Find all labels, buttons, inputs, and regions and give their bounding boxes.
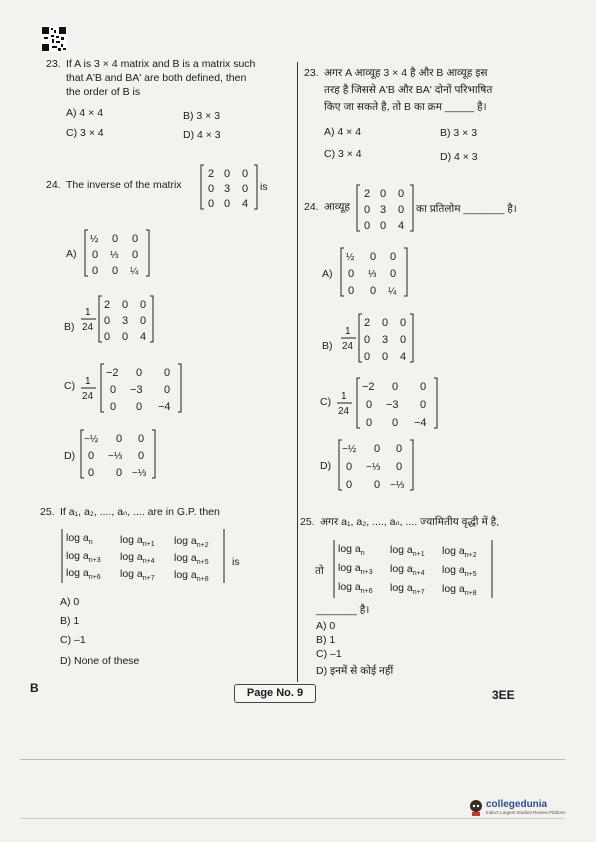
svg-text:0: 0 [348,268,355,280]
svg-text:0: 0 [396,443,403,455]
right-q25-option-b[interactable]: B) 1 [316,634,336,646]
svg-text:24: 24 [82,391,94,402]
svg-text:0: 0 [420,399,427,411]
svg-text:0: 0 [364,334,371,346]
left-q23-line1: If A is 3 × 4 matrix and B is a matrix such [66,58,256,70]
svg-text:⅓: ⅓ [368,269,377,280]
svg-text:3: 3 [122,315,129,327]
svg-text:0: 0 [348,285,355,297]
left-q23-number: 23. [46,58,61,70]
brand-name: collegedunia [486,799,548,810]
svg-text:0: 0 [400,317,407,329]
footer-code-left: B [30,681,39,695]
svg-text:3: 3 [382,334,389,346]
svg-text:24: 24 [338,406,350,417]
svg-text:log an+2: $\log a_{n+2}$ [442,545,477,559]
svg-text:0: 0 [104,315,111,327]
left-q24-option-d-matrix [80,428,156,480]
left-q23-option-c[interactable]: C) 3 × 4 [66,127,104,139]
svg-text:0: 0 [398,188,405,200]
right-q24-option-a-matrix [340,246,408,298]
svg-text:log an+7: $\log a_{n+7}$ [120,568,155,582]
right-q24-suffix: का प्रतिलोम _______ है। [416,203,517,215]
svg-text:2: 2 [104,299,111,311]
svg-text:0: 0 [164,384,171,396]
svg-text:0: 0 [92,249,99,261]
svg-text:⅓: ⅓ [110,250,119,261]
svg-text:0: 0 [164,367,171,379]
left-q25-option-c[interactable]: C) –1 [60,634,86,646]
svg-text:¼: ¼ [130,266,139,277]
svg-text:−4: −4 [414,417,427,429]
left-q24-suffix: is [260,181,268,193]
right-q24-text: आव्यूह [324,201,350,213]
right-q24-option-c[interactable]: C) [320,396,332,408]
svg-text:0: 0 [122,331,129,343]
left-q24-matrix [200,163,258,211]
svg-text:−2: −2 [106,367,119,379]
svg-text:0: 0 [136,401,143,413]
svg-text:4: 4 [400,351,407,363]
right-q25-option-a[interactable]: A) 0 [316,620,336,632]
left-q24-option-a-matrix [84,228,150,278]
svg-text:0: 0 [242,168,249,180]
svg-text:log an+1: $\log a_{n+1}$ [120,534,155,548]
svg-text:log an+5: $\log a_{n+5}$ [174,552,209,566]
svg-text:0: 0 [92,265,99,277]
right-q24-option-d-matrix [338,438,414,492]
left-q25-suffix: is [232,556,240,568]
right-q23-option-b[interactable]: B) 3 × 3 [440,127,478,139]
svg-text:0: 0 [370,285,377,297]
svg-text:0: 0 [112,265,119,277]
left-q25-option-d[interactable]: D) None of these [60,655,140,667]
left-q24-number: 24. [46,179,61,191]
svg-text:log an+8: $\log a_{n+8}$ [442,583,477,597]
svg-text:0: 0 [364,220,371,232]
svg-text:−3: −3 [386,399,399,411]
brand-logo[interactable] [486,799,566,815]
svg-text:0: 0 [374,443,381,455]
svg-text:log an+3: $\log a_{n+3}$ [338,562,373,576]
right-q23-line3: किए जा सकते है, तो B का क्रम _____ है। [324,101,487,113]
svg-text:0: 0 [380,220,387,232]
svg-text:−4: −4 [158,401,171,413]
svg-text:log an+7: $\log a_{n+7}$ [390,582,425,596]
svg-text:0: 0 [122,299,129,311]
svg-text:0: 0 [132,233,139,245]
right-q25-determinant [332,538,496,600]
svg-text:0: 0 [104,331,111,343]
right-q25-option-d[interactable]: D) इनमें से कोई नहीं [316,665,394,677]
right-q23-number: 23. [304,67,319,79]
svg-text:0: 0 [396,461,403,473]
right-q23-line2: तरह है जिससे A'B और BA' दोनों परिभाषित [324,84,493,96]
svg-text:−⅓: −⅓ [390,480,405,491]
left-q23-line3: the order of B is [66,86,141,98]
svg-text:−⅓: −⅓ [108,451,123,462]
right-q24-option-a[interactable]: A) [322,268,333,280]
left-q25-text: If a₁, a₂, ...., aₙ, .... are in G.P. then [60,506,220,518]
left-q24-option-c-matrix [80,362,184,414]
svg-text:0: 0 [374,479,381,491]
right-q25-blank: _______ है। [316,604,370,616]
svg-text:0: 0 [382,317,389,329]
svg-text:0: 0 [140,299,147,311]
right-q23-option-a[interactable]: A) 4 × 4 [324,126,362,138]
svg-text:0: 0 [392,417,399,429]
right-q23-option-d[interactable]: D) 4 × 3 [440,151,478,163]
right-q25-text: अगर a₁, a₂, ...., aₙ, .... ज्यामितीय वृद्धी में है, [320,516,500,528]
svg-text:0: 0 [346,461,353,473]
brand-tagline: India's Largest Student Review Platform [486,810,566,815]
svg-text:−⅓: −⅓ [366,462,381,473]
svg-text:2: 2 [364,188,371,200]
svg-text:0: 0 [382,351,389,363]
qr-code [41,26,67,52]
svg-text:0: 0 [242,183,249,195]
page-number: Page No. 9 [234,684,316,703]
svg-text:0: 0 [138,450,145,462]
left-q25-number: 25. [40,506,55,518]
bottom-rule-2 [20,818,565,819]
right-q25-prefix: तो [315,565,324,577]
svg-text:2: 2 [364,317,371,329]
right-q24-number: 24. [304,201,319,213]
right-q24-option-c-matrix [336,376,440,430]
svg-text:0: 0 [400,334,407,346]
left-q24-option-b[interactable]: B) [64,321,75,333]
svg-text:0: 0 [390,268,397,280]
svg-text:1: 1 [85,376,91,387]
right-q25-number: 25. [300,516,315,528]
svg-text:0: 0 [380,188,387,200]
left-q24-option-c[interactable]: C) [64,380,76,392]
right-q23-line1: अगर A आव्यूह 3 × 4 है और B आव्यूह इस [324,67,488,79]
svg-text:log an: $\log a_n$ [66,532,93,546]
svg-text:0: 0 [370,251,377,263]
footer-code-right: 3EE [492,688,515,702]
svg-text:1: 1 [85,307,91,318]
svg-text:0: 0 [366,417,373,429]
svg-text:0: 0 [136,367,143,379]
svg-text:log an+3: $\log a_{n+3}$ [66,550,101,564]
svg-text:log an+5: $\log a_{n+5}$ [442,564,477,578]
right-q25-option-c[interactable]: C) –1 [316,648,342,660]
svg-text:log an: $\log a_n$ [338,543,365,557]
svg-text:0: 0 [398,204,405,216]
svg-text:0: 0 [392,381,399,393]
svg-text:−2: −2 [362,381,375,393]
left-q23-option-b[interactable]: B) 3 × 3 [183,110,221,122]
svg-text:0: 0 [110,401,117,413]
svg-text:log an+4: $\log a_{n+4}$ [120,551,155,565]
svg-text:−3: −3 [130,384,143,396]
right-q24-matrix [356,183,414,233]
svg-text:4: 4 [242,198,249,210]
svg-text:¼: ¼ [388,286,397,297]
column-divider [297,62,298,682]
svg-text:1: 1 [341,391,347,402]
left-q25-determinant [60,527,230,585]
left-q24-option-b-matrix [80,294,154,344]
left-q25-option-b[interactable]: B) 1 [60,615,80,627]
svg-text:0: 0 [346,479,353,491]
left-q23-option-a[interactable]: A) 4 × 4 [66,107,104,119]
svg-text:24: 24 [82,322,94,333]
svg-text:1: 1 [345,326,351,337]
bottom-rule [20,759,565,760]
svg-text:log an+6: $\log a_{n+6}$ [66,567,101,581]
svg-text:log an+2: $\log a_{n+2}$ [174,535,209,549]
svg-text:0: 0 [364,351,371,363]
svg-text:0: 0 [116,433,123,445]
svg-text:0: 0 [364,204,371,216]
svg-text:0: 0 [224,168,231,180]
svg-text:0: 0 [138,433,145,445]
left-q24-option-d[interactable]: D) [64,450,76,462]
svg-text:4: 4 [140,331,147,343]
svg-text:2: 2 [208,168,215,180]
right-q24-option-b[interactable]: B) [322,340,333,352]
left-q25-option-a[interactable]: A) 0 [60,596,80,608]
svg-text:0: 0 [366,399,373,411]
svg-text:−½: −½ [84,434,99,445]
svg-text:log an+8: $\log a_{n+8}$ [174,569,209,583]
svg-text:−½: −½ [342,444,357,455]
svg-text:0: 0 [208,198,215,210]
left-q24-option-a[interactable]: A) [66,248,77,260]
mascot-icon [468,798,484,816]
svg-text:0: 0 [224,198,231,210]
svg-text:½: ½ [346,252,355,263]
svg-text:0: 0 [140,315,147,327]
svg-text:log an+1: $\log a_{n+1}$ [390,544,425,558]
svg-text:0: 0 [420,381,427,393]
svg-text:4: 4 [398,220,405,232]
svg-text:3: 3 [380,204,387,216]
svg-text:log an+4: $\log a_{n+4}$ [390,563,425,577]
svg-text:0: 0 [88,450,95,462]
svg-text:−⅓: −⅓ [132,468,147,479]
svg-text:0: 0 [112,233,119,245]
left-q23-option-d[interactable]: D) 4 × 3 [183,129,221,141]
svg-text:0: 0 [390,251,397,263]
svg-text:0: 0 [110,384,117,396]
right-q24-option-d[interactable]: D) [320,460,332,472]
svg-text:½: ½ [90,234,99,245]
svg-text:0: 0 [208,183,215,195]
left-q24-text: The inverse of the matrix [66,179,182,191]
right-q23-option-c[interactable]: C) 3 × 4 [324,148,362,160]
svg-text:0: 0 [88,467,95,479]
svg-text:3: 3 [224,183,231,195]
svg-text:24: 24 [342,341,354,352]
svg-text:log an+6: $\log a_{n+6}$ [338,581,373,595]
svg-text:0: 0 [132,249,139,261]
left-q23-line2: that A'B and BA' are both defined, then [66,72,247,84]
svg-text:0: 0 [116,467,123,479]
right-q24-option-b-matrix [340,312,414,364]
